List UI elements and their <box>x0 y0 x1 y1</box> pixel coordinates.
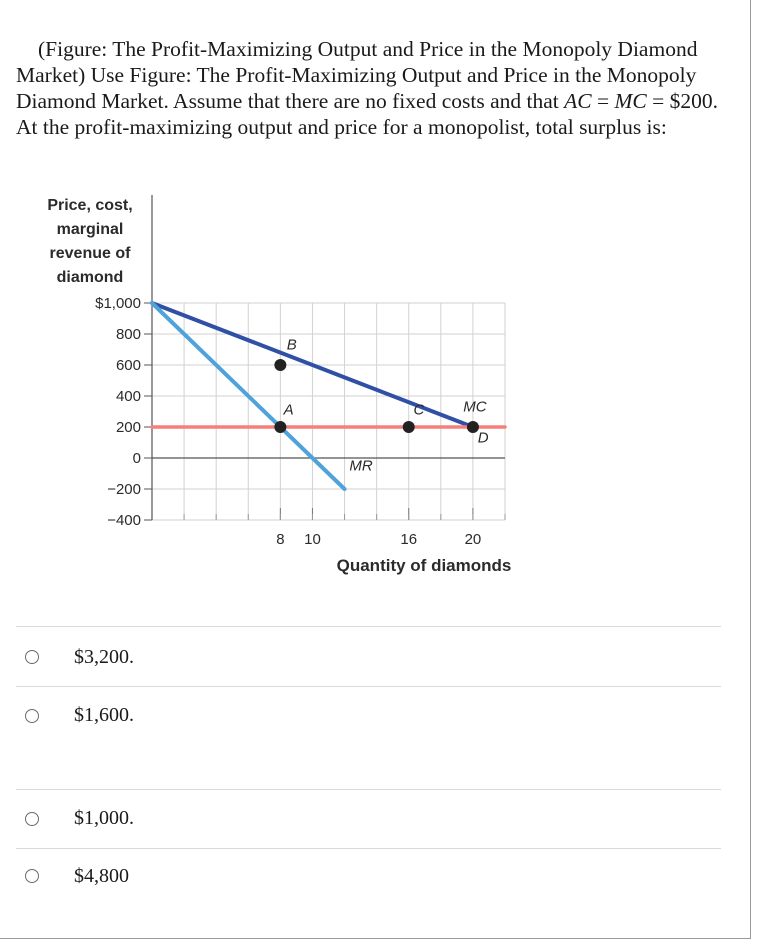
y-tick-label: 600 <box>115 357 141 374</box>
y-tick-label: $1,000 <box>95 295 141 312</box>
choice-option-4[interactable] <box>16 848 721 909</box>
y-tick-label: 800 <box>115 326 141 343</box>
choice-label-3: $1,000. <box>74 807 134 829</box>
choice-label-4: $4,800 <box>74 865 129 887</box>
x-tick-label: 16 <box>400 531 418 548</box>
point-c <box>403 421 415 433</box>
x-axis-label: Quantity of diamonds <box>336 556 512 575</box>
y-axis-label-line-1: Price, cost, <box>47 197 133 214</box>
y-axis-label-line-2: marginal <box>56 221 124 238</box>
x-tick-label: 8 <box>276 531 285 548</box>
point-a <box>274 421 286 433</box>
y-tick-label: −200 <box>107 481 141 498</box>
series-label-mr: MR <box>349 457 373 475</box>
radio-button-3[interactable] <box>25 812 39 826</box>
point-label-d: D <box>477 429 489 447</box>
choice-option-1[interactable] <box>16 626 721 687</box>
radio-button-2[interactable] <box>25 709 39 723</box>
x-tick-label: 10 <box>304 531 321 548</box>
y-tick-label: −400 <box>107 512 141 529</box>
point-b <box>274 359 286 371</box>
frame-right-border <box>750 0 751 939</box>
frame-bottom-border <box>0 938 751 939</box>
point-label-a: A <box>283 401 294 419</box>
choice-option-2[interactable] <box>16 686 721 790</box>
series-label-mc: MC <box>463 398 487 416</box>
choice-option-3[interactable] <box>16 789 721 849</box>
y-tick-label: 400 <box>115 388 141 405</box>
y-axis-label-line-4: diamond <box>56 269 124 286</box>
chart-container <box>0 180 560 590</box>
radio-button-4[interactable] <box>25 869 39 883</box>
radio-button-1[interactable] <box>25 650 39 664</box>
point-label-c: C <box>413 401 425 419</box>
choice-label-1: $3,200. <box>74 646 134 668</box>
question-text: (Figure: The Profit-Maximizing Output and Price in the Monopoly Diamond Market) Use Figure: The Profit-Maximizing Output and Price in the Monopoly Diamond Market. Assume that there are no fixed costs and that AC = MC = $200. At the profit-maximizing output and price for a monopolist, total surplus is: <box>16 37 718 139</box>
y-tick-label: 0 <box>132 450 141 467</box>
x-tick-label: 20 <box>464 531 482 548</box>
y-tick-label: 200 <box>115 419 141 436</box>
choice-label-2: $1,600. <box>74 704 134 726</box>
monopoly-diamond-chart <box>0 180 560 590</box>
point-label-b: B <box>286 336 297 354</box>
y-axis-label-line-3: revenue of <box>49 245 131 262</box>
